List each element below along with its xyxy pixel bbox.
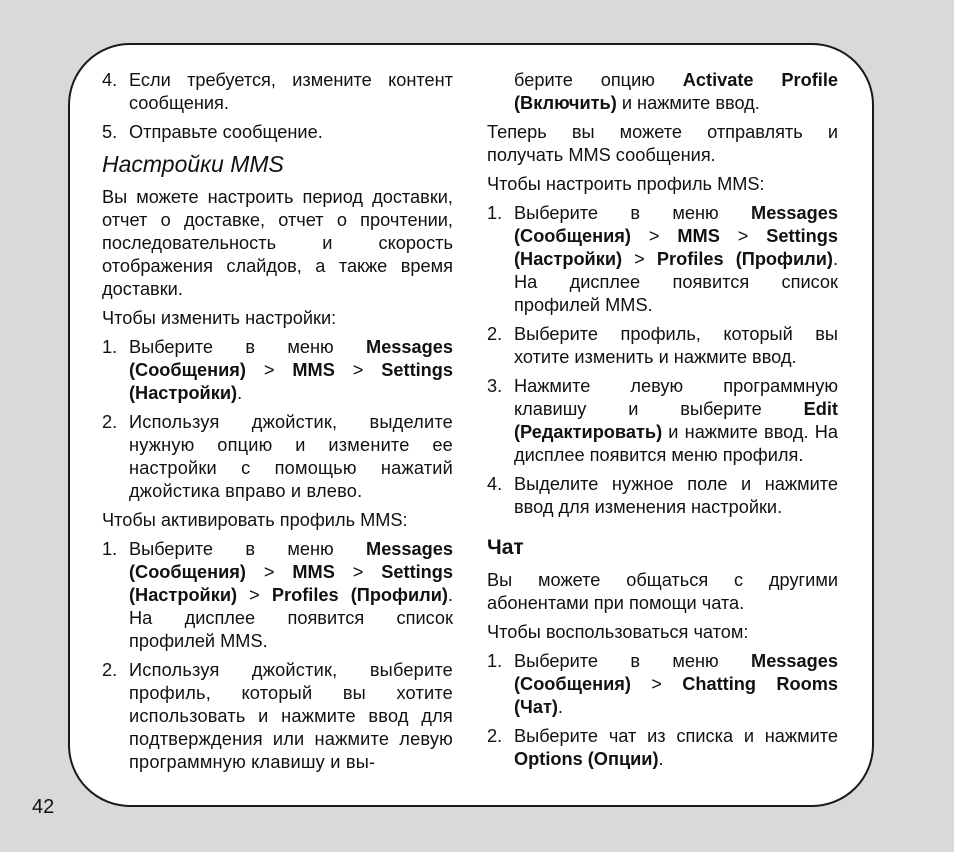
change-step-2: 2. Используя джойстик, выделите нужную опцию и измените ее настройки с помощью нажатий джойстика вправо и влево. — [102, 412, 453, 501]
configure-step-2: 2. Выберите профиль, который вы хотите изменить и нажмите ввод. — [487, 324, 838, 367]
chat-use-intro: Чтобы воспользоваться чатом: — [487, 622, 749, 642]
left-column — [102, 69, 453, 780]
configure-step-1: 1. Выберите в меню Messages (Сообщения) > MMS > Settings (Настройки) > Profiles (Профили). На дисплее появится список профилей MMS. — [487, 203, 839, 315]
configure-profile-intro: Чтобы настроить профиль MMS: — [487, 174, 765, 194]
right-column — [487, 69, 838, 777]
page-number: 42 — [32, 796, 55, 818]
list-item-4: 4. Если требуется, измените контент сообщения. — [102, 70, 453, 113]
chat-heading: Чат — [487, 536, 524, 559]
now-you-can-paragraph: Теперь вы можете отправлять и получать MMS сообщения. — [487, 122, 838, 165]
change-settings-intro: Чтобы изменить настройки: — [102, 308, 337, 328]
activate-step-2-continued: берите опцию Activate Profile (Включить) и нажмите ввод. — [514, 70, 838, 113]
chat-step-1: 1. Выберите в меню Messages (Сообщения) > Chatting Rooms (Чат). — [487, 651, 838, 717]
configure-step-3: 3. Нажмите левую программную клавишу и выберите Edit (Редактировать) и нажмите ввод. На дисплее появится меню профиля. — [487, 376, 838, 465]
activate-profile-intro: Чтобы активировать профиль MMS: — [102, 510, 408, 530]
chat-intro-paragraph: Вы можете общаться с другими абонентами при помощи чата. — [487, 570, 838, 613]
configure-step-4: 4. Выделите нужное поле и нажмите ввод для изменения настройки. — [487, 474, 838, 517]
mms-settings-heading: Настройки MMS — [102, 151, 284, 177]
chat-step-2: 2. Выберите чат из списка и нажмите Options (Опции). — [487, 726, 838, 769]
list-item-5: 5. Отправьте сообщение. — [102, 122, 323, 142]
mms-intro-paragraph: Вы можете настроить период доставки, отчет о доставке, отчет о прочтении, последовательность и скорость отображения слайдов, а также время доставки. — [102, 187, 453, 299]
activate-step-1: 1. Выберите в меню Messages (Сообщения) > MMS > Settings (Настройки) > Profiles (Профили). На дисплее появится список профилей MMS. — [102, 539, 454, 651]
change-step-1: 1. Выберите в меню Messages (Сообщения) > MMS > Settings (Настройки). — [102, 337, 454, 403]
activate-step-2: 2. Используя джойстик, выберите профиль, который вы хотите использовать и нажмите ввод для подтверждения или нажмите левую программную клавишу и вы- — [102, 660, 453, 772]
